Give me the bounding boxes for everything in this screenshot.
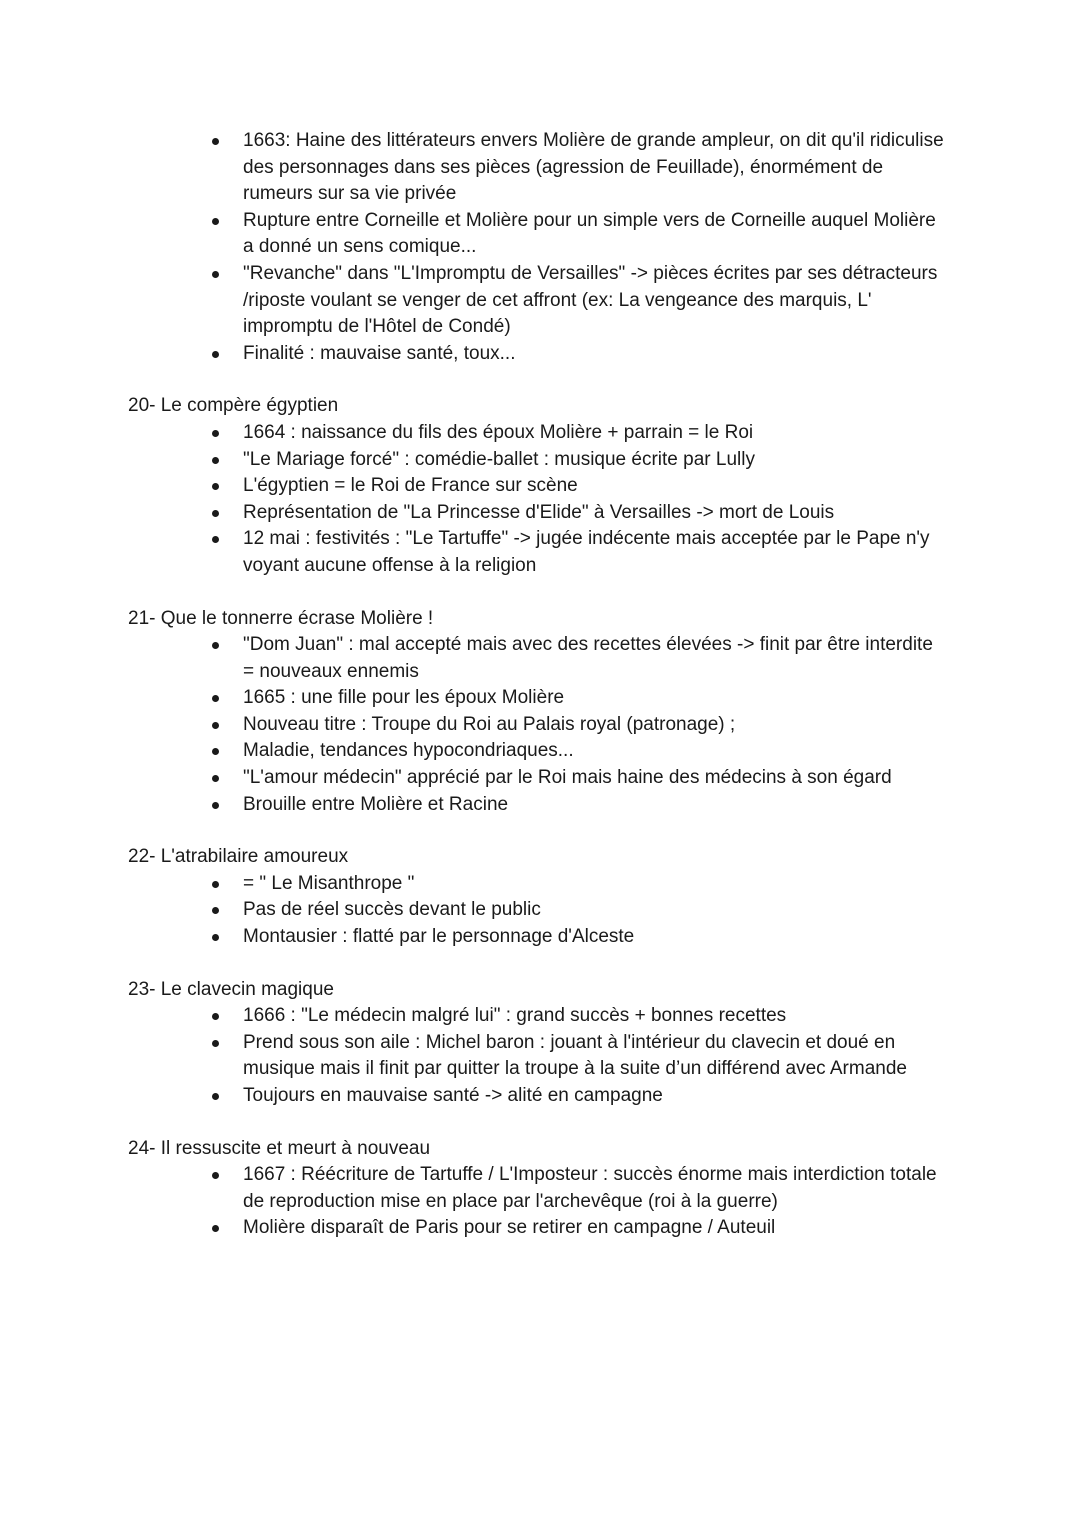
- section-continuation: [128, 128, 948, 367]
- list-item: Toujours en mauvaise santé -> alité en campagne: [243, 1083, 948, 1110]
- section-20: [128, 393, 948, 579]
- list-item: Maladie, tendances hypocondriaques...: [243, 738, 948, 765]
- list-item: "Revanche" dans "L'Impromptu de Versailles" -> pièces écrites par ses détracteurs /riposte voulant se venger de cet affront (ex: La vengeance des marquis, L' impromptu de l'Hôtel de Condé): [243, 261, 948, 341]
- section-21: [128, 606, 948, 819]
- section-heading: 24- Il ressuscite et meurt à nouveau: [128, 1137, 431, 1159]
- list-item: Prend sous son aile : Michel baron : jouant à l'intérieur du clavecin et doué en musique mais il finit par quitter la troupe à la suite d’un différend avec Armande: [243, 1030, 948, 1083]
- bullet-list: [128, 128, 948, 367]
- list-item: 1665 : une fille pour les époux Molière: [243, 685, 948, 712]
- list-item: Représentation de "La Princesse d'Elide" à Versailles -> mort de Louis: [243, 500, 948, 527]
- list-item: "L'amour médecin" apprécié par le Roi mais haine des médecins à son égard: [243, 765, 948, 792]
- section-heading: 20- Le compère égyptien: [128, 395, 339, 417]
- document-body: [128, 128, 948, 1242]
- list-item: 1666 : "Le médecin malgré lui" : grand succès + bonnes recettes: [243, 1003, 948, 1030]
- list-item: 1667 : Réécriture de Tartuffe / L'Imposteur : succès énorme mais interdiction totale de reproduction mise en place par l'archevêque (roi à la guerre): [243, 1162, 948, 1215]
- bullet-list: [128, 420, 948, 580]
- bullet-list: [128, 632, 948, 818]
- list-item: = " Le Misanthrope ": [243, 871, 948, 898]
- list-item: "Le Mariage forcé" : comédie-ballet : musique écrite par Lully: [243, 447, 948, 474]
- list-item: Nouveau titre : Troupe du Roi au Palais royal (patronage) ;: [243, 712, 948, 739]
- list-item: Brouille entre Molière et Racine: [243, 792, 948, 819]
- section-heading: 21- Que le tonnerre écrase Molière !: [128, 607, 434, 629]
- list-item: Finalité : mauvaise santé, toux...: [243, 341, 948, 368]
- list-item: Montausier : flatté par le personnage d'Alceste: [243, 924, 948, 951]
- section-heading: 23- Le clavecin magique: [128, 978, 334, 1000]
- list-item: "Dom Juan" : mal accepté mais avec des recettes élevées -> finit par être interdite = nouveaux ennemis: [243, 632, 948, 685]
- list-item: Molière disparaît de Paris pour se retirer en campagne / Auteuil: [243, 1215, 948, 1242]
- bullet-list: [128, 871, 948, 951]
- section-23: [128, 977, 948, 1110]
- list-item: L'égyptien = le Roi de France sur scène: [243, 473, 948, 500]
- bullet-list: [128, 1003, 948, 1109]
- list-item: 1664 : naissance du fils des époux Molière + parrain = le Roi: [243, 420, 948, 447]
- section-22: [128, 844, 948, 950]
- bullet-list: [128, 1162, 948, 1242]
- section-24: [128, 1136, 948, 1242]
- list-item: 1663: Haine des littérateurs envers Molière de grande ampleur, on dit qu'il ridiculise des personnages dans ses pièces (agression de Feuillade), énormément de rumeurs sur sa vie privée: [243, 128, 948, 208]
- list-item: Rupture entre Corneille et Molière pour un simple vers de Corneille auquel Molière a donné un sens comique...: [243, 208, 948, 261]
- list-item: 12 mai : festivités : "Le Tartuffe" -> jugée indécente mais acceptée par le Pape n'y voyant aucune offense à la religion: [243, 526, 948, 579]
- list-item: Pas de réel succès devant le public: [243, 897, 948, 924]
- section-heading: 22- L'atrabilaire amoureux: [128, 846, 349, 868]
